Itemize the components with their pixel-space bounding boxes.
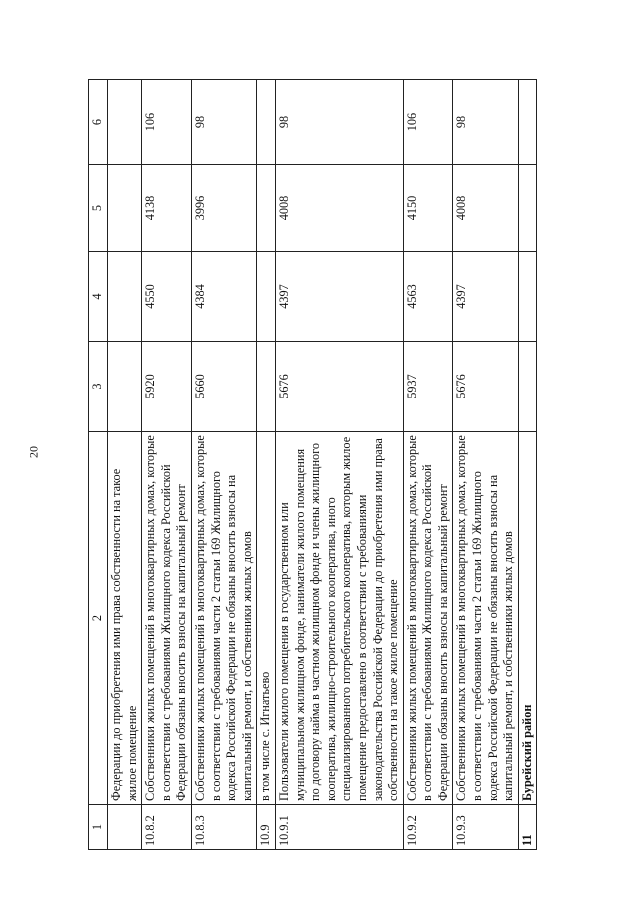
value-cell-col4: 4550 [142,252,192,342]
value-cell-col6: 106 [142,80,192,165]
table-row [257,80,276,850]
value-cell-col5 [518,165,537,252]
value-cell-col3: 5676 [275,342,403,432]
header-row [89,80,108,850]
table-row [453,80,518,850]
header-cell: 6 [89,80,108,165]
table-row [142,80,192,850]
header-cell: 2 [89,432,108,805]
header-cell: 1 [89,805,108,850]
value-cell-col5: 3996 [191,165,256,252]
value-cell-col6 [518,80,537,165]
row-description-cell: в том числе с. Игнатьево [257,432,276,805]
value-cell-col5: 4150 [403,165,453,252]
table-row [403,80,453,850]
table-row [108,80,142,850]
value-cell-col6 [108,80,142,165]
value-cell-col5 [108,165,142,252]
table-row [518,80,537,850]
value-cell-col6: 106 [403,80,453,165]
value-cell-col4: 4384 [191,252,256,342]
row-code-cell: 10.9.1 [275,805,403,850]
value-cell-col4: 4397 [275,252,403,342]
row-description-cell: Собственники жилых помещений в многоквартирных домах, которые в соответствии с требованиями Жилищного кодекса Российской Федерации обязаны вносить взносы на капитальный ремонт [403,432,453,805]
rotated-table-container [88,80,534,850]
value-cell-col4 [257,252,276,342]
row-code-cell [108,805,142,850]
row-code-cell: 10.8.2 [142,805,192,850]
table-row [191,80,256,850]
row-description-cell: Собственники жилых помещений в многоквартирных домах, которые в соответствии с требованиями части 2 статьи 169 Жилищного кодекса Российской Федерации не обязаны вносить взносы на капитальный ремонт, и собственники жилых домов [453,432,518,805]
value-cell-col3 [257,342,276,432]
value-cell-col6: 98 [275,80,403,165]
value-cell-col3 [518,342,537,432]
row-description-cell: Бурейский район [518,432,537,805]
table-row [275,80,403,850]
page-number: 20 [26,446,41,458]
value-cell-col4 [518,252,537,342]
row-code-cell: 10.9.2 [403,805,453,850]
value-cell-col6 [257,80,276,165]
row-code-cell: 10.9.3 [453,805,518,850]
row-description-cell: Федерации до приобретения ими права собственности на такое жилое помещение [108,432,142,805]
row-description-cell: Пользователи жилого помещения в государственном или муниципальном жилищном фонде, наниматели жилого помещения по договору найма в частном жилищном фонде и члены жилищного кооператива, жилищно-строительного кооператива, иного специализированного потребительского кооператива, которым жилое помещение предоставлено в соответствии с требованиями законодательства Российской Федерации до приобретения ими права собственности на такое жилое помещение [275,432,403,805]
row-description-cell: Собственники жилых помещений в многоквартирных домах, которые в соответствии с требованиями Жилищного кодекса Российской Федерации обязаны вносить взносы на капитальный ремонт [142,432,192,805]
value-cell-col4 [108,252,142,342]
row-code-cell: 11 [518,805,537,850]
value-cell-col3 [108,342,142,432]
value-cell-col6: 98 [191,80,256,165]
header-cell: 5 [89,165,108,252]
value-cell-col5 [257,165,276,252]
value-cell-col3: 5937 [403,342,453,432]
header-cell: 3 [89,342,108,432]
tariff-table [88,79,537,850]
value-cell-col3: 5660 [191,342,256,432]
row-code-cell: 10.9 [257,805,276,850]
value-cell-col5: 4008 [453,165,518,252]
value-cell-col3: 5920 [142,342,192,432]
header-cell: 4 [89,252,108,342]
row-description-cell: Собственники жилых помещений в многоквартирных домах, которые в соответствии с требованиями части 2 статьи 169 Жилищного кодекса Российской Федерации не обязаны вносить взносы на капитальный ремонт, и собственники жилых домов [191,432,256,805]
value-cell-col5: 4138 [142,165,192,252]
value-cell-col3: 5676 [453,342,518,432]
row-code-cell: 10.8.3 [191,805,256,850]
value-cell-col4: 4397 [453,252,518,342]
value-cell-col6: 98 [453,80,518,165]
value-cell-col4: 4563 [403,252,453,342]
value-cell-col5: 4008 [275,165,403,252]
